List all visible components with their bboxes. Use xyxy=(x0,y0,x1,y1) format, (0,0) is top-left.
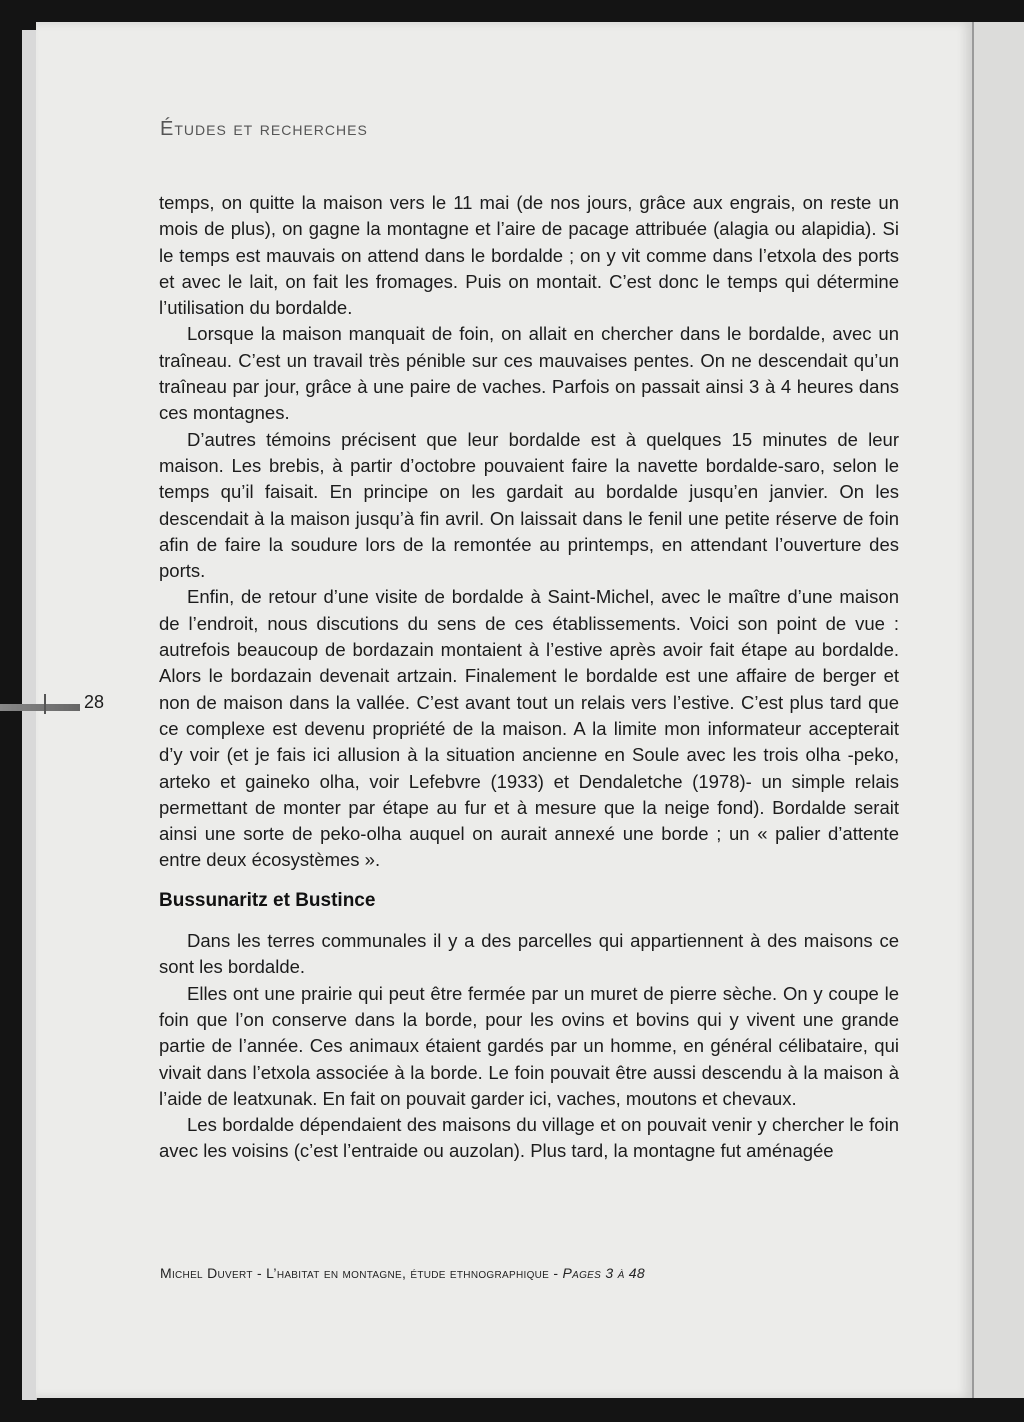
paragraph: Les bordalde dépendaient des maisons du village et on pouvait venir y chercher le foin avec les voisins (c’est l’entraide ou auzolan). Plus tard, la montagne fut aménagée xyxy=(159,1114,899,1162)
section-heading: Bussunaritz et Bustince xyxy=(159,889,376,911)
paragraph: D’autres témoins précisent que leur bordalde est à quelques 15 minutes de leur maison. Les brebis, à partir d’octobre pouvaient faire la navette bordalde-saro, selon le temps qu’il faisait. En principe on les gardait au bordalde jusqu’en janvier. On les descendait à la maison jusqu’à fin avril. On laissait dans le fenil une petite réserve de foin afin de faire la soudure lors de la remontée au printemps, en attendant l’ouverture des ports. xyxy=(159,428,899,582)
body-text xyxy=(159,190,899,1165)
footer-pages: Pages 3 à 48 xyxy=(562,1265,645,1281)
footer-title: L’habitat en montagne, étude ethnographique xyxy=(266,1265,550,1281)
paragraph: Dans les terres communales il y a des parcelles qui appartiennent à des maisons ce sont les bordalde. xyxy=(159,930,899,978)
facing-page-edge xyxy=(972,22,1024,1398)
page-number-tick xyxy=(44,694,46,714)
page-number: 28 xyxy=(84,692,105,712)
paragraph: temps, on quitte la maison vers le 11 mai (de nos jours, grâce aux engrais, on reste un mois de plus), on gagne la montagne et l’aire de pacage attribuée (alagia ou alapidia). Si le temps est mauvais on attend dans le bordalde ; on y vit comme dans l’etxola des ports et avec le lait, on fait les fromages. Puis on montait. C’est donc le temps qui détermine l’utilisation du bordalde. xyxy=(159,192,899,319)
running-footer: Michel Duvert - L’habitat en montagne, étude ethnographique - Pages 3 à 48 xyxy=(160,1265,645,1281)
paragraph: Lorsque la maison manquait de foin, on allait en chercher dans le bordalde, avec un traîneau. C’est un travail très pénible sur ces mauvaises pentes. On ne descendait qu’un traîneau par jour, grâce à une paire de vaches. Parfois on passait ainsi 3 à 4 heures dans ces montagnes. xyxy=(159,323,899,424)
paragraph: Enfin, de retour d’une visite de bordalde à Saint-Michel, avec le maître d’une maison de l’endroit, nous discutions du sens de ces établissements. Voici son point de vue : autrefois beaucoup de bordazain montaient à l’estive après avoir fait étape au bordalde. Alors le bordazain devenait artzain. Finalement le bordalde est une affaire de berger et non de maison dans la vallée. C’est avant tout un relais vers l’estive. C’est plus tard que ce complexe est devenu propriété de la maison. A la limite mon informateur accepterait d’y voir (et je fais ici allusion à la situation ancienne en Soule avec les trois olha -peko, arteko et gaineko olha, voir Lefebvre (1933) et Dendaletche (1978)- un simple relais permettant de monter par étape au fur et à mesure que la neige fond). Bordalde serait ainsi une sorte de peko-olha auquel on aurait annexé une borde ; un « palier d’attente entre deux écosystèmes ». xyxy=(159,586,899,871)
running-header: Études et recherches xyxy=(160,118,368,140)
page-stack-edge xyxy=(22,30,37,1400)
footer-author: Michel Duvert xyxy=(160,1265,253,1281)
page-number-marker xyxy=(0,704,80,711)
paragraph: Elles ont une prairie qui peut être fermée par un muret de pierre sèche. On y coupe le foin que l’on conserve dans la borde, pour les ovins et bovins qui y vivent une grande partie de l’année. Ces animaux étaient gardés par un homme, en général célibataire, qui vivait dans l’etxola associée à la borde. Le foin pouvait être aussi descendu à la maison à l’aide de leatxunak. En fait on pouvait garder ici, vaches, moutons et chevaux. xyxy=(159,982,899,1109)
